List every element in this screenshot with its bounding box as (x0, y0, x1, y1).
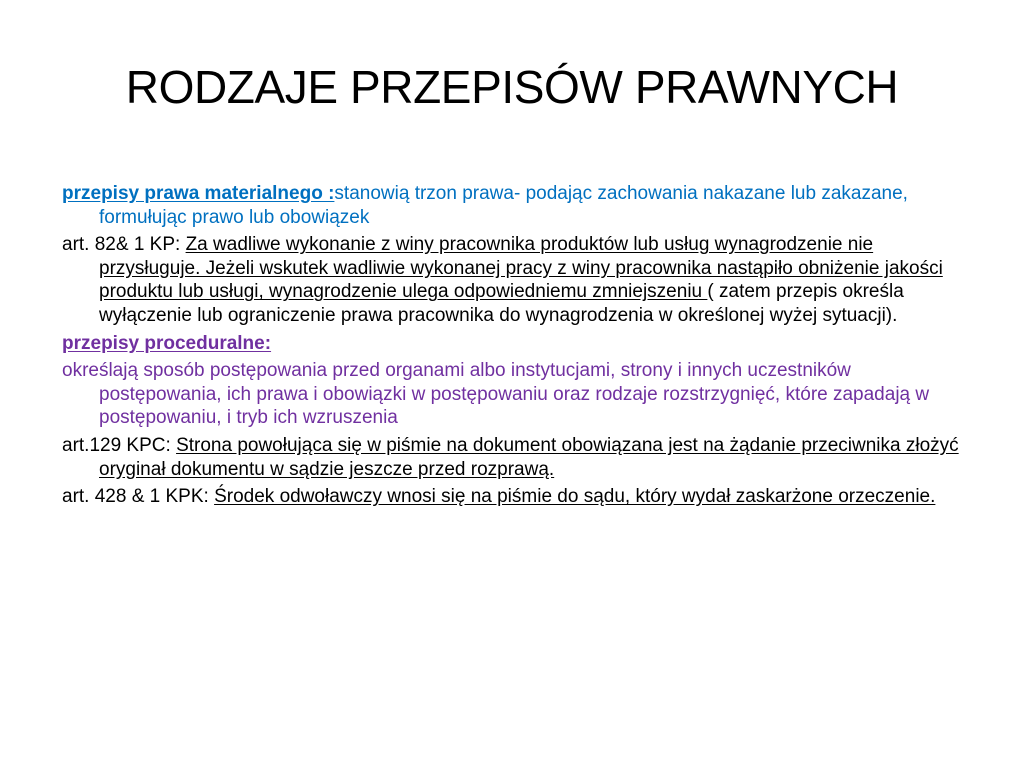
term-substantive-law: przepisy prawa materialnego : (62, 183, 335, 204)
comment-art-82-kp: ( zatem przepis określa wyłączenie lub ograniczenie prawa pracownika do wynagrodzenia w określonej wyżej sytuacji). (99, 281, 904, 326)
citation-art-428-kpk: art. 428 & 1 KPK: (62, 486, 215, 508)
quote-art-82-kp: Za wadliwe wykonanie z winy pracownika produktów lub usług wynagrodzenie nie przysługuje. Jeżeli wskutek wadliwie wykonanej pracy z winy pracownika nastąpiło obniżenie jakości produktu lub usługi, wynagrodzenie ulega odpowiedniemu zmniejszeniu (99, 234, 943, 303)
slide-content (62, 182, 967, 513)
paragraph-substantive-law (62, 182, 967, 229)
slide-title: RODZAJE PRZEPISÓW PRAWNYCH (125, 61, 899, 113)
definition-procedural-law: określają sposób postępowania przed organami albo instytucjami, strony i innych uczestników postępowania, ich prawa i obowiązki w postępowaniu oraz rodzaje rozstrzygnięć, które zapadają w postępowaniu, i tryb ich wzruszenia (62, 360, 930, 429)
quote-art-129-kpc: Strona powołująca się w piśmie na dokument obowiązana jest na żądanie przeciwnika złożyć oryginał dokumentu w sądzie jeszcze przed rozprawą. (99, 434, 959, 480)
term-procedural-law: przepisy proceduralne: (62, 332, 272, 354)
quote-art-428-kpk: Środek odwoławczy wnosi się na piśmie do sądu, który wydał zaskarżone orzeczenie. (214, 486, 936, 508)
paragraph-procedural-definition (62, 359, 967, 430)
paragraph-art-428-kpk (62, 485, 967, 509)
citation-art-82-kp: art. 82& 1 KP: (62, 234, 186, 256)
paragraph-art-82-kp (62, 233, 967, 327)
definition-substantive-law: stanowią trzon prawa- podając zachowania nakazane lub zakazane, formułując prawo lub obowiązek (99, 183, 908, 228)
paragraph-art-129-kpc (62, 434, 967, 481)
paragraph-procedural-heading (62, 332, 967, 356)
citation-art-129-kpc: art.129 KPC: (62, 434, 177, 456)
